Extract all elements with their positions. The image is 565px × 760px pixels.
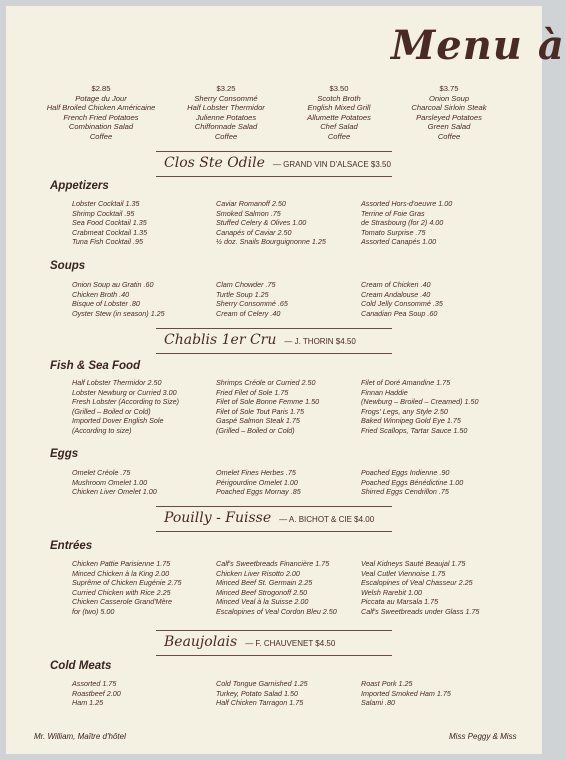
divider — [156, 353, 392, 354]
menu-column — [216, 679, 308, 708]
hostess-credit: Miss Peggy & Miss — [449, 732, 517, 741]
section-title: Fish & Sea Food — [50, 360, 141, 372]
menu-item: Calf's Sweetbreads under Glass 1.75 — [361, 606, 480, 616]
dinner-item: Coffee — [89, 131, 113, 141]
menu-item: Chicken Casserole Grand'Mère — [72, 597, 173, 607]
wine-name: Beaujolais — [164, 634, 238, 650]
menu-column — [216, 468, 301, 497]
dinner-item: Half Broiled Chicken Américaine — [46, 103, 156, 113]
menu-item: Filet of Sole Bonne Femme 1.50 — [216, 397, 320, 407]
menu-item: Cream Andalouse .40 — [361, 289, 431, 299]
menu-item: Turtle Soup 1.25 — [216, 289, 269, 299]
menu-item: Tuna Fish Cocktail .95 — [72, 237, 143, 247]
menu-item: Mushroom Omelet 1.00 — [72, 477, 148, 487]
menu-item: Baked Winnipeg Gold Eye 1.75 — [361, 416, 461, 426]
dinner-item: French Fried Potatoes — [63, 112, 139, 122]
menu-item: Filet of Doré Amandine 1.75 — [361, 378, 451, 387]
divider — [156, 506, 392, 507]
wine-detail: — A. BICHOT & CIE $4.00 — [279, 515, 375, 524]
menu-item: Clam Chowder .75 — [216, 280, 276, 289]
dinner-price: $3.25 — [216, 84, 236, 93]
menu-item: Finnan Haddie — [361, 387, 408, 397]
menu-item: Onion Soup au Gratin .60 — [72, 280, 154, 289]
menu-item: Caviar Romanoff 2.50 — [216, 199, 286, 208]
menu-column — [72, 280, 165, 318]
dinner-item: Charcoal Sirloin Steak — [411, 103, 487, 113]
menu-item: Suprême of Chicken Eugénie 2.75 — [72, 578, 182, 588]
menu-item: Half Chicken Tarragon 1.75 — [216, 698, 304, 708]
menu-column — [72, 378, 179, 436]
section-title: Eggs — [50, 448, 79, 460]
menu-item: Chicken Pattie Parisienne 1.75 — [72, 559, 171, 568]
menu-item: Oyster Stew (in season) 1.25 — [72, 308, 165, 318]
dinner-item: Sherry Consommé — [194, 93, 258, 103]
wine-detail: — J. THORIN $4.50 — [284, 337, 356, 346]
menu-item: Minced Veal à la Suisse 2.00 — [216, 597, 309, 607]
menu-item: Imported Smoked Ham 1.75 — [361, 688, 451, 698]
menu-item: Sea Food Cocktail 1.35 — [72, 218, 147, 228]
wine-name: Clos Ste Odile — [164, 155, 265, 171]
divider — [156, 328, 392, 329]
menu-item: Poached Eggs Bénédictine 1.00 — [361, 477, 464, 487]
menu-item: (Newburg – Broiled – Creamed) 1.50 — [361, 397, 479, 407]
menu-column — [216, 559, 337, 617]
menu-column — [361, 468, 463, 497]
dinner-item: Potage du Jour — [75, 93, 127, 103]
menu-item: Tomato Surprise .75 — [361, 227, 426, 237]
menu-item: Canapés of Caviar 2.50 — [216, 227, 292, 237]
menu-item: Veal Cutlet Viennoise 1.75 — [361, 568, 446, 578]
menu-item: Roastbeef 2.00 — [72, 688, 121, 698]
wine-name: Pouilly - Fuisse — [164, 510, 272, 526]
menu-item: Chicken Liver Risotto 2.00 — [216, 568, 300, 578]
menu-item: Assorted Hors-d'oeuvre 1.00 — [361, 199, 453, 208]
menu-item: Terrine of Foie Gras — [361, 208, 425, 218]
menu-item: Lobster Cocktail 1.35 — [72, 199, 140, 208]
menu-item: Assorted 1.75 — [72, 679, 117, 688]
menu-item: de Strasbourg (for 2) 4.00 — [361, 218, 444, 228]
menu-item: Fresh Lobster (According to Size) — [72, 397, 180, 407]
section-title: Cold Meats — [50, 660, 112, 672]
menu-item: Escalopines of Veal Cordon Bleu 2.50 — [216, 606, 337, 616]
menu-item: Shirred Eggs Cendrillon .75 — [361, 487, 449, 497]
dinner-item: Combination Salad — [68, 122, 134, 132]
menu-item: for (two) 5.00 — [72, 606, 115, 616]
menu-item: Frogs' Legs, any Style 2.50 — [361, 406, 448, 416]
menu-item: Fried Scallops, Tartar Sauce 1.50 — [361, 425, 468, 435]
menu-item: Périgourdine Omelet 1.00 — [216, 477, 298, 487]
menu-column — [216, 280, 288, 318]
menu-item: Fried Filet of Sole 1.75 — [216, 387, 289, 397]
dinner-item: Green Salad — [427, 122, 471, 132]
dinner-item: English Mixed Grill — [307, 103, 371, 113]
section-title: Soups — [50, 260, 86, 272]
menu-item: Omelet Fines Herbes .75 — [216, 468, 296, 477]
dinner-item: Onion Soup — [428, 93, 470, 103]
menu-item: Stuffed Celery & Olives 1.00 — [216, 218, 307, 228]
menu-item: Filet of Sole Tout Paris 1.75 — [216, 406, 305, 416]
menu-item: Crabmeat Cocktail 1.35 — [72, 227, 148, 237]
section-title: Appetizers — [50, 180, 109, 192]
menu-item: Shrimp Cocktail .95 — [72, 208, 135, 218]
dinner-item: Allumette Potatoes — [307, 112, 371, 122]
wine-name: Chablis 1er Cru — [164, 332, 277, 348]
menu-item: Imported Dover English Sole — [72, 416, 164, 426]
menu-column — [72, 468, 157, 497]
menu-column — [216, 378, 319, 436]
dinner-price: $3.75 — [439, 84, 459, 93]
menu-item: Cream of Celery .40 — [216, 308, 281, 318]
section-title: Entrées — [50, 540, 93, 552]
menu-column — [361, 280, 443, 318]
menu-title: Menu à — [391, 22, 565, 69]
menu-item: Minced Beef St. Germain 2.25 — [216, 578, 313, 588]
dinner-item: Coffee — [437, 131, 461, 141]
maitre-d-credit: Mr. William, Maître d'hôtel — [34, 732, 126, 741]
menu-column — [72, 199, 147, 247]
menu-item: (Grilled – Boiled or Cold) — [72, 406, 151, 416]
menu-column — [361, 679, 451, 708]
divider — [156, 151, 392, 152]
menu-item: Half Lobster Thermidor 2.50 — [72, 378, 162, 387]
menu-item: Minced Chicken à la King 2.00 — [72, 568, 170, 578]
menu-item: Poached Eggs Indienne .90 — [361, 468, 450, 477]
dinner-item: Chiffonnade Salad — [194, 122, 258, 132]
menu-item: Piccata au Marsala 1.75 — [361, 597, 439, 607]
dinner-item: Coffee — [327, 131, 351, 141]
menu-item: Sherry Consommé .65 — [216, 299, 288, 309]
dinner-item: Parsleyed Potatoes — [416, 112, 482, 122]
menu-item: Chicken Broth .40 — [72, 289, 130, 299]
menu-item: Salami .80 — [361, 698, 395, 708]
menu-item: Chicken Liver Omelet 1.00 — [72, 487, 157, 497]
dinner-price: $3.50 — [329, 84, 349, 93]
menu-item: Smoked Salmon .75 — [216, 208, 281, 218]
menu-item: Shrimps Créole or Curried 2.50 — [216, 378, 316, 387]
menu-column — [361, 199, 452, 247]
menu-column — [361, 378, 478, 436]
menu-item: Omelet Créole .75 — [72, 468, 131, 477]
menu-item: Curried Chicken with Rice 2.25 — [72, 587, 171, 597]
menu-column — [72, 679, 121, 708]
dinner-item: Chef Salad — [320, 122, 358, 132]
menu-item: Canadian Pea Soup .60 — [361, 308, 438, 318]
menu-item: Ham 1.25 — [72, 698, 104, 708]
divider — [156, 531, 392, 532]
menu-item: Bisque of Lobster .80 — [72, 299, 140, 309]
menu-item: Roast Pork 1.25 — [361, 679, 413, 688]
wine-detail: — GRAND VIN D'ALSACE $3.50 — [272, 160, 391, 169]
dinner-item: Julienne Potatoes — [195, 112, 257, 122]
wine-detail: — F. CHAUVENET $4.50 — [245, 639, 336, 648]
dinner-item: Coffee — [214, 131, 238, 141]
dinner-4 — [374, 84, 524, 142]
menu-item: ½ doz. Snails Bourguignonne 1.25 — [216, 237, 326, 247]
menu-item: Turkey, Potato Salad 1.50 — [216, 688, 299, 698]
divider — [156, 630, 392, 631]
divider — [156, 176, 392, 177]
menu-item: Calf's Sweetbreads Financière 1.75 — [216, 559, 330, 568]
menu-item: Escalopines of Veal Chasseur 2.25 — [361, 578, 473, 588]
menu-item: Gaspé Salmon Steak 1.75 — [216, 416, 300, 426]
menu-page — [6, 6, 565, 754]
divider — [156, 655, 392, 656]
menu-item: Veal Kidneys Sauté Beaujal 1.75 — [361, 559, 466, 568]
dinner-item: Half Lobster Thermidor — [187, 103, 265, 113]
menu-item: Assorted Canapés 1.00 — [361, 237, 437, 247]
menu-column — [72, 559, 181, 617]
dinner-item: Scotch Broth — [317, 93, 361, 103]
menu-item: Minced Beef Strogonoff 2.50 — [216, 587, 308, 597]
menu-item: (According to size) — [72, 425, 132, 435]
menu-item: Lobster Newburg or Curried 3.00 — [72, 387, 177, 397]
menu-item: Cold Jelly Consommé .35 — [361, 299, 443, 309]
menu-item: Poached Eggs Mornay .85 — [216, 487, 301, 497]
menu-item: Cream of Chicken .40 — [361, 280, 431, 289]
menu-item: Welsh Rarebit 1.00 — [361, 587, 422, 597]
dinner-price: $2.85 — [91, 84, 111, 93]
menu-column — [361, 559, 479, 617]
menu-column — [216, 199, 326, 247]
menu-item: Cold Tongue Garnished 1.25 — [216, 679, 308, 688]
menu-item: (Grilled – Boiled or Cold) — [216, 425, 295, 435]
